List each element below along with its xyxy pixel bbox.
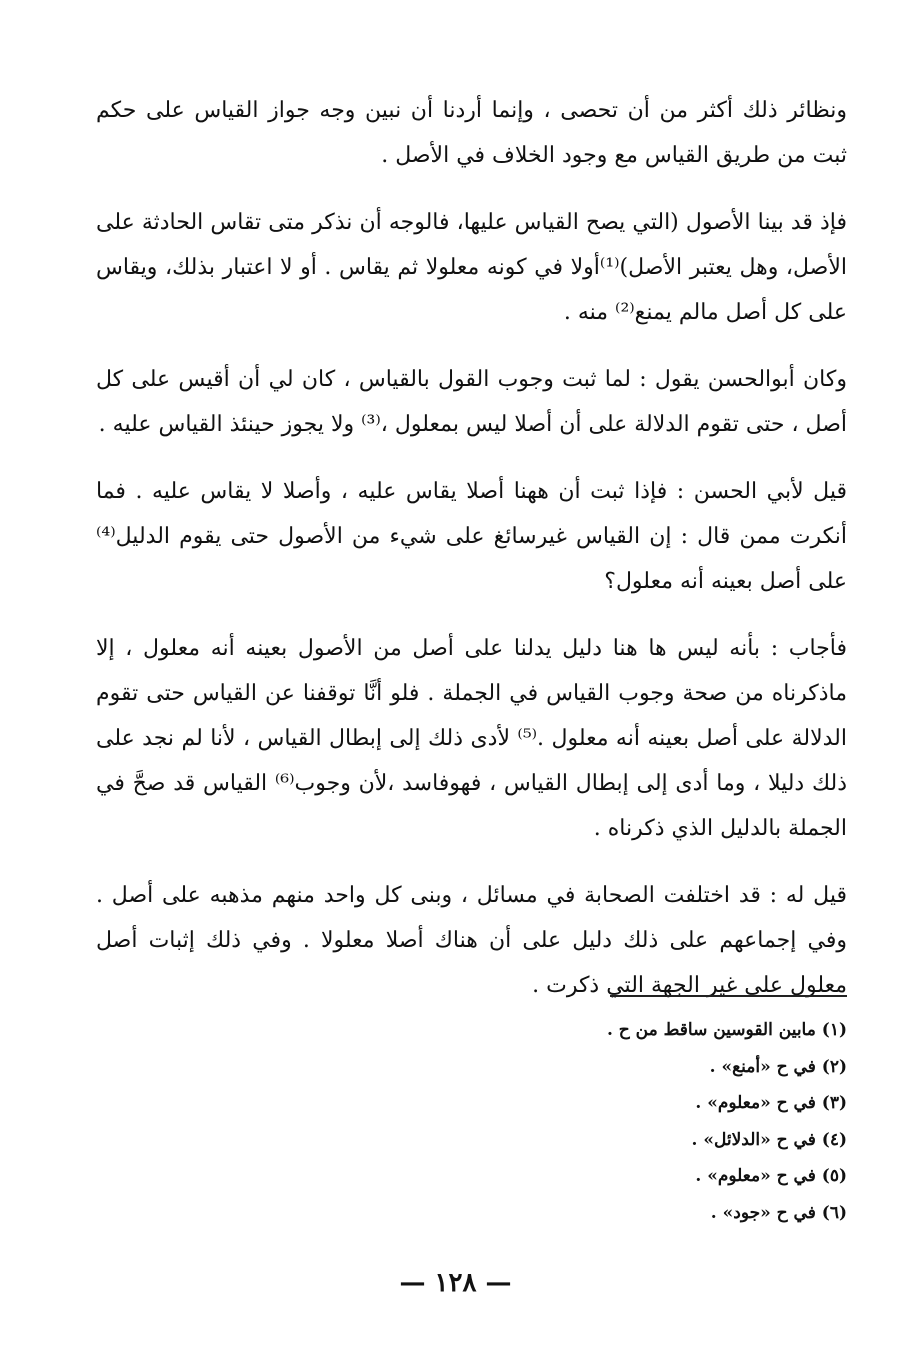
main-text	[96, 88, 847, 1008]
paragraph-2: فإذ قد بينا الأصول (التي يصح القياس عليها، فالوجه أن نذكر متى تقاس الحادثة على الأصل، وهل يعتبر الأصل)⁽¹⁾أولا في كونه معلولا ثم يقاس . أو لا اعتبار بذلك، ويقاس على كل أصل مالم يمنع⁽²⁾ منه .	[96, 210, 847, 325]
footnote-6: (٦) في ح «جود» .	[710, 1202, 847, 1223]
footnotes-list	[96, 1012, 847, 1231]
page-number: — ١٢٨ —	[399, 1268, 512, 1298]
footnote-divider	[610, 995, 847, 997]
paragraph-6: قيل له : قد اختلفت الصحابة في مسائل ، وبنى كل واحد منهم مذهبه على أصل . وفي إجماعهم على ذلك دليل على أن هناك أصلا معلولا . وفي ذلك إثبات أصل معلول على غير الجهة التي ذكرت .	[96, 883, 847, 998]
footnote-2: (٢) في ح «أمنع» .	[709, 1056, 847, 1077]
paragraph-5: فأجاب : بأنه ليس ها هنا دليل يدلنا على أصل من الأصول بعينه أنه معلول ، إلا ماذكرناه من صحة وجوب القياس في الجملة . فلو أنَّا توقفنا عن القياس حتى تقوم الدلالة على أصل بعينه أنه معلول .⁽⁵⁾ لأدى ذلك إلى إبطال القياس ، لأنا لم نجد على ذلك دليلا ، وما أدى إلى إبطال القياس ، فهوفاسد ،لأن وجوب⁽⁶⁾ القياس قد صحَّ في الجملة بالدليل الذي ذكرناه .	[96, 636, 847, 841]
footnote-3: (٣) في ح «معلوم» .	[695, 1093, 847, 1113]
footnote-1: (١) مابين القوسين ساقط من ح .	[606, 1020, 847, 1040]
paragraph-1: ونظائر ذلك أكثر من أن تحصى ، وإنما أردنا أن نبين وجه جواز القياس على حكم ثبت من طريق القياس مع وجود الخلاف في الأصل .	[96, 98, 847, 168]
paragraph-4: قيل لأبي الحسن : فإذا ثبت أن ههنا أصلا يقاس عليه ، وأصلا لا يقاس عليه . فما أنكرت ممن قال : إن القياس غيرسائغ على شيء من الأصول حتى يقوم الدليل⁽⁴⁾ على أصل بعينه أنه معلول؟	[96, 479, 847, 594]
footnote-5: (٥) في ح «معلوم» .	[695, 1166, 847, 1186]
paragraph-3: وكان أبوالحسن يقول : لما ثبت وجوب القول بالقياس ، كان لي أن أقيس على كل أصل ، حتى تقوم الدلالة على أن أصلا ليس بمعلول ،⁽³⁾ ولا يجوز حينئذ القياس عليه .	[96, 367, 847, 437]
footnote-4: (٤) في ح «الدلائل» .	[691, 1129, 847, 1150]
